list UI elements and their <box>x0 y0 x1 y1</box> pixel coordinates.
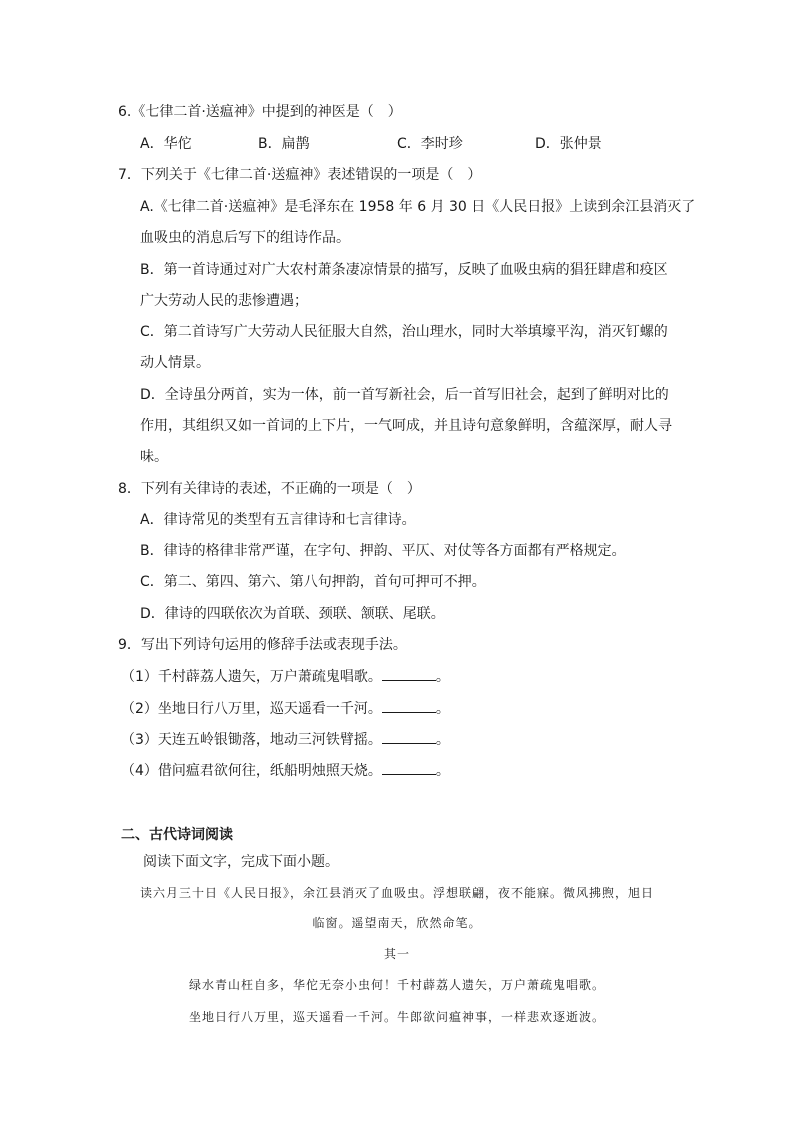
answer-blank[interactable] <box>382 699 436 713</box>
poem-preface-line1: 读六月三十日《人民日报》，余江县消灭了血吸虫。浮想联翩，夜不能寐。微风拂煦，旭日 <box>139 886 654 900</box>
question-7-option-c-line2: 动人情景。 <box>140 355 210 371</box>
question-7-stem: 7．下列关于《七律二首·送瘟神》表述错误的一项是（ ） <box>118 167 482 183</box>
item-suffix: 。 <box>435 732 450 748</box>
answer-blank[interactable] <box>382 730 436 744</box>
question-7-option-c-line1: C．第二首诗写广大劳动人民征服大自然，治山理水，同时大举填壕平沟，消灭钉螺的 <box>140 324 668 340</box>
poem-title: 其一 <box>383 947 410 961</box>
question-9-item-2 <box>121 699 450 718</box>
item-text: （3）天连五岭银锄落，地动三河铁臂摇。 <box>121 732 382 748</box>
option-d: D．张仲景 <box>535 136 602 152</box>
option-b: B．扁鹊 <box>258 136 310 152</box>
poem-preface-line2: 临窗。遥望南天，欣然命笔。 <box>312 916 482 930</box>
item-text: （4）借问瘟君欲何往，纸船明烛照天烧。 <box>121 763 382 779</box>
question-7-option-d-line1: D．全诗虽分两首，实为一体，前一首写新社会，后一首写旧社会，起到了鲜明对比的 <box>140 387 669 403</box>
question-6-stem: 6.《七律二首·送瘟神》中提到的神医是（ ） <box>118 104 402 120</box>
item-text: （1）千村薜荔人遗矢，万户萧疏鬼唱歌。 <box>121 669 382 685</box>
question-7-option-b-line2: 广大劳动人民的悲惨遭遇； <box>140 293 308 309</box>
question-7-option-d-line3: 味。 <box>140 449 168 465</box>
section-instruction: 阅读下面文字，完成下面小题。 <box>143 854 339 870</box>
question-8-option-a: A．律诗常见的类型有五言律诗和七言律诗。 <box>140 512 416 528</box>
item-suffix: 。 <box>435 701 450 717</box>
section-heading: 二、古代诗词阅读 <box>121 827 233 843</box>
item-suffix: 。 <box>435 763 450 779</box>
poem-line-2: 坐地日行八万里，巡天遥看一千河。牛郎欲问瘟神事，一样悲欢逐逝波。 <box>188 1010 605 1024</box>
item-suffix: 。 <box>435 669 450 685</box>
question-8-option-b: B．律诗的格律非常严谨，在字句、押韵、平仄、对仗等各方面都有严格规定。 <box>140 543 626 559</box>
question-8-option-c: C．第二、第四、第六、第八句押韵，首句可押可不押。 <box>140 574 486 590</box>
question-9-stem: 9．写出下列诗句运用的修辞手法或表现手法。 <box>118 637 407 653</box>
question-7-option-b-line1: B．第一首诗通过对广大农村萧条凄凉情景的描写，反映了血吸虫病的猖狂肆虐和疫区 <box>140 262 668 278</box>
item-text: （2）坐地日行八万里，巡天遥看一千河。 <box>121 701 382 717</box>
question-9-item-1 <box>121 667 450 686</box>
question-9-item-3 <box>121 730 450 749</box>
option-c: C．李时珍 <box>397 136 463 152</box>
question-6-options <box>0 135 794 153</box>
question-7-option-a-line2: 血吸虫的消息后写下的组诗作品。 <box>140 230 350 246</box>
question-7-option-d-line2: 作用，其组织又如一首词的上下片，一气呵成，并且诗句意象鲜明，含蕴深厚，耐人寻 <box>140 418 672 434</box>
question-8-option-d: D．律诗的四联依次为首联、颈联、颔联、尾联。 <box>140 606 445 622</box>
question-9-item-4 <box>121 761 450 780</box>
question-7-option-a-line1: A.《七律二首·送瘟神》是毛泽东在 1958 年 6 月 30 日《人民日报》上读到余江县消灭了 <box>140 199 696 215</box>
poem-line-1: 绿水青山枉自多，华佗无奈小虫何！千村薜荔人遗矢，万户萧疏鬼唱歌。 <box>188 978 605 992</box>
answer-blank[interactable] <box>382 667 436 681</box>
option-a: A．华佗 <box>140 136 192 152</box>
answer-blank[interactable] <box>382 761 436 775</box>
question-8-stem: 8．下列有关律诗的表述，不正确的一项是（ ） <box>118 481 421 497</box>
